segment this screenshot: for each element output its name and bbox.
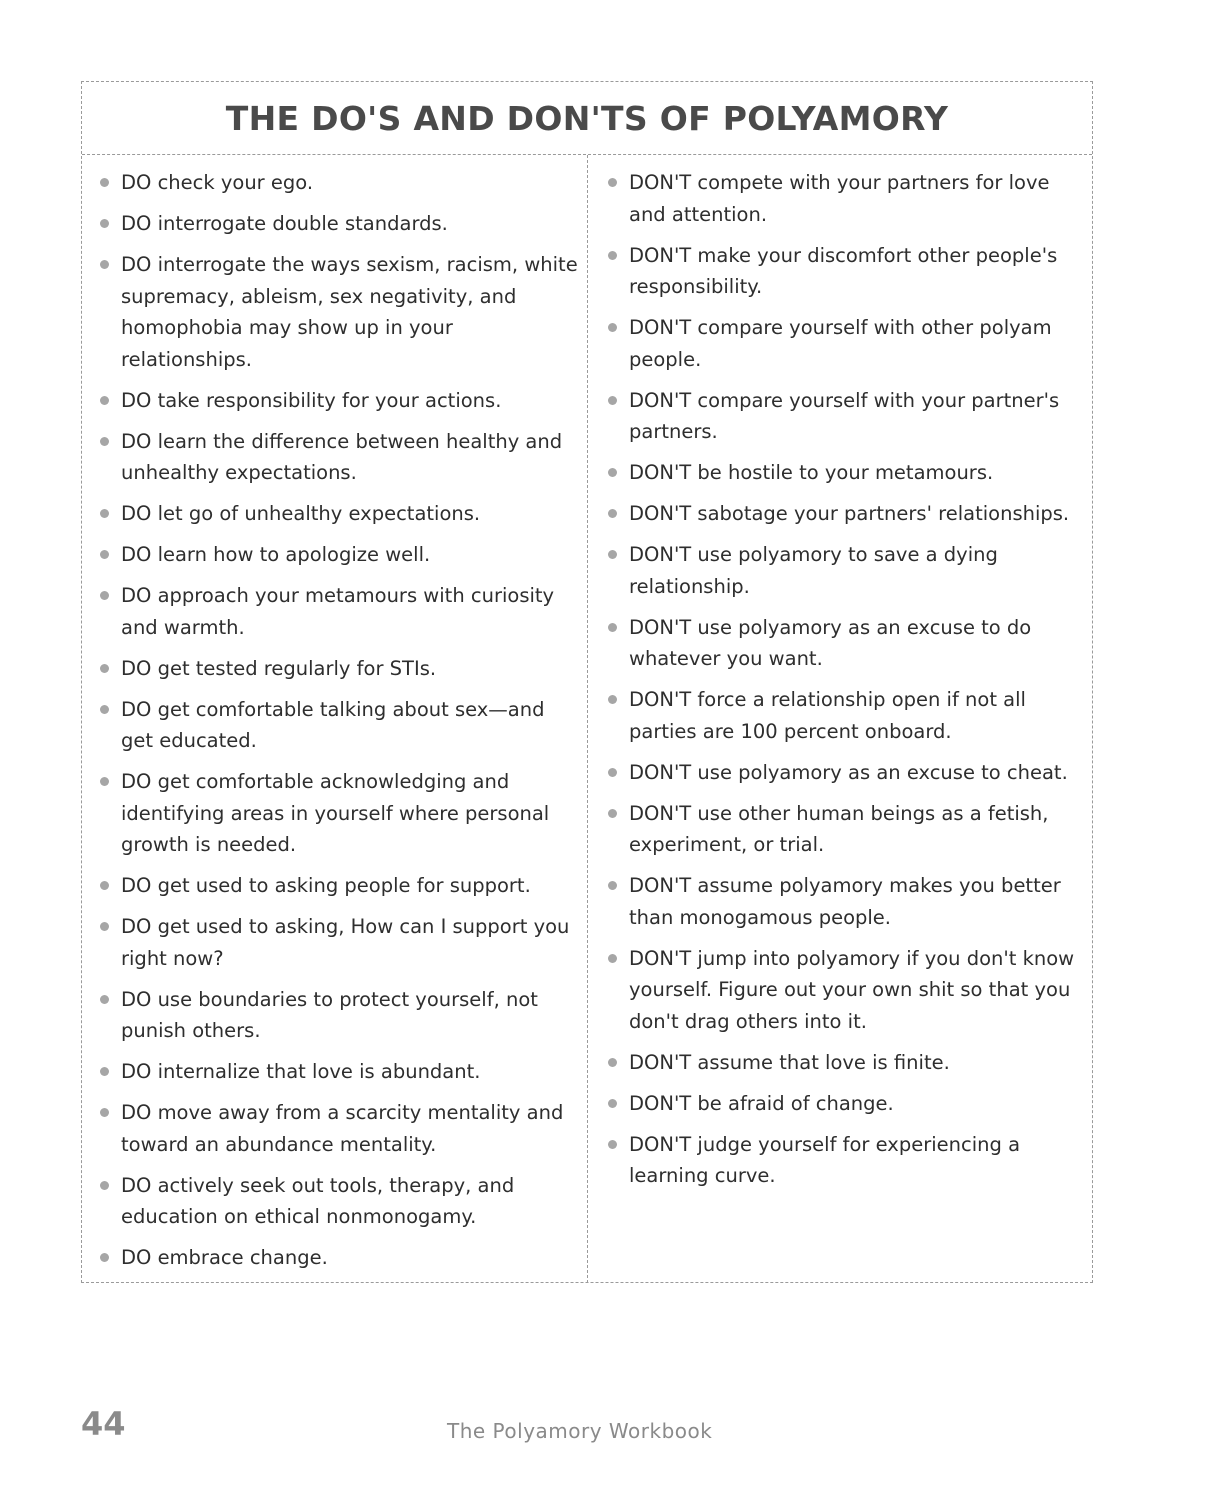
dont-item <box>606 798 1082 861</box>
list-item-text: DON'T be hostile to your metamours. <box>629 461 994 484</box>
dont-item <box>606 539 1082 602</box>
bullet-icon <box>100 591 109 600</box>
list-item-text: DON'T compare yourself with other polyam people. <box>629 316 1052 371</box>
book-title: The Polyamory Workbook <box>447 1419 713 1443</box>
bullet-icon <box>608 468 617 477</box>
bullet-icon <box>100 550 109 559</box>
page-number: 44 <box>81 1405 126 1443</box>
list-item-text: DON'T judge yourself for experiencing a learning curve. <box>629 1132 1021 1187</box>
list-item-text: DO take responsibility for your actions. <box>121 388 502 412</box>
do-item <box>98 984 579 1047</box>
list-item-text: DON'T assume polyamory makes you better than monogamous people. <box>629 874 1061 929</box>
bullet-icon <box>100 777 109 786</box>
dont-item <box>606 240 1082 303</box>
list-item-text: DO get used to asking, How can I support you right now? <box>121 915 570 970</box>
dont-item <box>606 498 1082 530</box>
bullet-icon <box>608 623 617 632</box>
bullet-icon <box>608 768 617 777</box>
list-item-text: DO interrogate double standards. <box>121 212 448 235</box>
bullet-icon <box>100 1181 109 1190</box>
bullet-icon <box>100 509 109 518</box>
bullet-icon <box>100 881 109 890</box>
list-item-text: DO let go of unhealthy expectations. <box>121 502 481 525</box>
bullet-icon <box>608 550 617 559</box>
dos-donts-box <box>81 81 1093 1283</box>
bullet-icon <box>608 1099 617 1108</box>
bullet-icon <box>100 219 109 228</box>
do-item <box>98 1242 579 1274</box>
list-item-text: DO use boundaries to protect yourself, not punish others. <box>121 987 538 1042</box>
dont-item <box>606 312 1082 375</box>
dont-item <box>606 1088 1082 1120</box>
bullet-icon <box>608 881 617 890</box>
bullet-icon <box>100 995 109 1004</box>
do-item <box>98 167 579 199</box>
dont-item <box>606 870 1082 933</box>
bullet-icon <box>100 705 109 714</box>
dont-item <box>606 1047 1082 1079</box>
list-item-text: DON'T force a relationship open if not all parties are 100 percent onboard. <box>629 688 1026 743</box>
list-item-text: DO actively seek out tools, therapy, and education on ethical nonmonogamy. <box>121 1173 515 1228</box>
do-item <box>98 208 579 240</box>
bullet-icon <box>100 260 109 269</box>
list-item-text: DO interrogate the ways sexism, racism, white supremacy, ableism, sex negativity, and homophobia may show up in your relationships. <box>121 253 578 371</box>
list-item-text: DO move away from a scarcity mentality and toward an abundance mentality. <box>121 1101 564 1156</box>
do-item <box>98 580 579 643</box>
columns <box>82 155 1092 1283</box>
list-item-text: DO internalize that love is abundant. <box>121 1060 481 1083</box>
do-item <box>98 539 579 571</box>
do-item <box>98 1097 579 1160</box>
list-item-text: DON'T compare yourself with your partner's partners. <box>629 388 1060 443</box>
bullet-icon <box>100 922 109 931</box>
bullet-icon <box>100 664 109 673</box>
list-item-text: DO learn how to apologize well. <box>121 543 431 566</box>
list-item-text: DO get tested regularly for STIs. <box>121 656 437 680</box>
title-row <box>82 82 1092 155</box>
list-item-text: DO approach your metamours with curiosity and warmth. <box>121 584 555 639</box>
dont-item <box>606 612 1082 675</box>
list-item-text: DO get comfortable acknowledging and identifying areas in yourself where personal growth is needed. <box>121 770 550 856</box>
list-item-text: DO get comfortable talking about sex—and get educated. <box>121 697 545 752</box>
do-item <box>98 870 579 902</box>
list-item-text: DON'T use polyamory as an excuse to cheat. <box>629 760 1068 784</box>
do-item <box>98 653 579 685</box>
list-item-text: DON'T use polyamory to save a dying relationship. <box>629 543 998 598</box>
do-item <box>98 498 579 530</box>
bullet-icon <box>608 809 617 818</box>
do-item <box>98 1170 579 1233</box>
bullet-icon <box>100 437 109 446</box>
bullet-icon <box>608 695 617 704</box>
do-item <box>98 426 579 489</box>
dos-list <box>98 167 579 1274</box>
list-item-text: DON'T assume that love is finite. <box>629 1050 950 1074</box>
do-item <box>98 911 579 974</box>
bullet-icon <box>100 1067 109 1076</box>
do-item <box>98 766 579 861</box>
do-item <box>98 694 579 757</box>
bullet-icon <box>608 1140 617 1149</box>
list-item-text: DO embrace change. <box>121 1246 328 1269</box>
dont-item <box>606 457 1082 489</box>
bullet-icon <box>608 251 617 260</box>
donts-column <box>588 155 1092 1283</box>
list-item-text: DON'T compete with your partners for love and attention. <box>629 171 1050 226</box>
dont-item <box>606 757 1082 789</box>
dont-item <box>606 943 1082 1038</box>
list-item-text: DON'T be afraid of change. <box>629 1091 894 1115</box>
bullet-icon <box>100 178 109 187</box>
bullet-icon <box>608 1058 617 1067</box>
dont-item <box>606 385 1082 448</box>
bullet-icon <box>608 396 617 405</box>
dont-item <box>606 684 1082 747</box>
do-item <box>98 385 579 417</box>
do-item <box>98 249 579 375</box>
bullet-icon <box>608 954 617 963</box>
dont-item <box>606 1129 1082 1192</box>
do-item <box>98 1056 579 1088</box>
dont-item <box>606 167 1082 230</box>
list-item-text: DO check your ego. <box>121 171 314 194</box>
list-item-text: DO get used to asking people for support. <box>121 874 531 897</box>
bullet-icon <box>100 1108 109 1117</box>
list-item-text: DON'T make your discomfort other people's responsibility. <box>629 243 1058 298</box>
bullet-icon <box>608 323 617 332</box>
donts-list <box>606 167 1082 1192</box>
bullet-icon <box>100 396 109 405</box>
bullet-icon <box>608 178 617 187</box>
bullet-icon <box>608 509 617 518</box>
dos-column <box>82 155 588 1283</box>
list-item-text: DO learn the difference between healthy and unhealthy expectations. <box>121 429 563 484</box>
bullet-icon <box>100 1253 109 1262</box>
list-item-text: DON'T jump into polyamory if you don't know yourself. Figure out your own shit so that you don't drag others into it. <box>629 946 1075 1033</box>
list-item-text: DON'T sabotage your partners' relationships. <box>629 502 1070 525</box>
list-item-text: DON'T use other human beings as a fetish, experiment, or trial. <box>629 801 1049 856</box>
page-title: THE DO'S AND DON'TS OF POLYAMORY <box>225 98 949 138</box>
list-item-text: DON'T use polyamory as an excuse to do whatever you want. <box>629 615 1032 670</box>
